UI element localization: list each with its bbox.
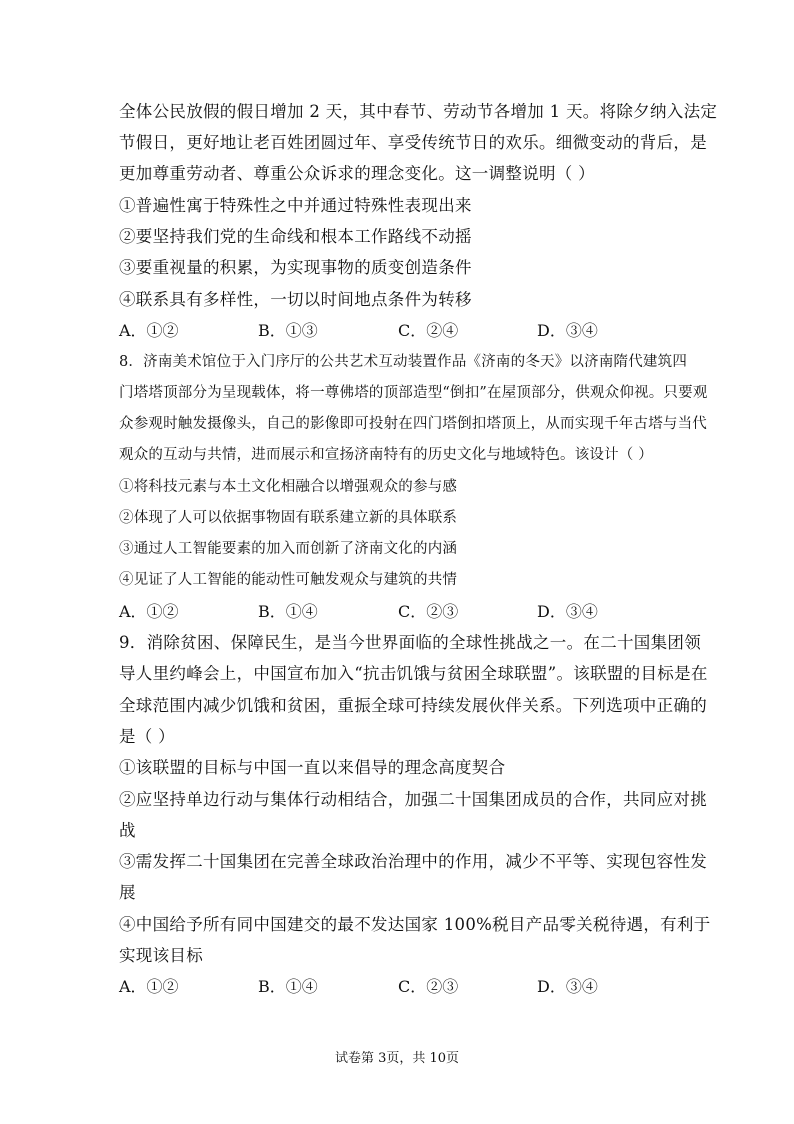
q8-statement-2: ②体现了人可以依据事物固有联系建立新的具体联系 — [119, 510, 458, 526]
q8-option-d: D．③④ — [537, 602, 598, 621]
q9-statement-3: ③需发挥二十国集团在完善全球政治治理中的作用，减少不平等、实现包容性发 — [119, 852, 707, 871]
q7-option-d: D．③④ — [537, 321, 598, 340]
q8-line-1: 8．济南美术馆位于入门序厅的公共艺术互动装置作品《济南的冬天》以济南隋代建筑四 — [119, 354, 688, 370]
q9-line-2: 导人里约峰会上，中国宣布加入“抗击饥饿与贫困全球联盟”。该联盟的目标是在 — [119, 664, 708, 683]
q9-statement-4-cont: 实现该目标 — [119, 946, 203, 965]
q8-option-a: A．①② — [119, 602, 179, 621]
q7-line-1: 全体公民放假的假日增加 2 天，其中春节、劳动节各增加 1 天。将除夕纳入法定 — [119, 102, 718, 121]
q8-option-c: C．②③ — [398, 602, 459, 621]
q8-statement-1: ①将科技元素与本土文化相融合以增强观众的参与感 — [119, 479, 458, 495]
q9-statement-1: ①该联盟的目标与中国一直以来倡导的理念高度契合 — [119, 758, 506, 777]
q9-option-b: B．①④ — [258, 977, 318, 996]
q8-line-3: 众参观时触发摄像头，自己的影像即可投射在四门塔倒扣塔顶上，从而实现千年古塔与当代 — [119, 416, 707, 432]
q7-option-a: A．①② — [119, 321, 179, 340]
q9-line-4: 是（ ） — [119, 727, 175, 746]
q9-option-d: D．③④ — [537, 977, 598, 996]
q7-statement-1: ①普遍性寓于特殊性之中并通过特殊性表现出来 — [119, 196, 472, 215]
q9-option-c: C．②③ — [398, 977, 459, 996]
q7-statement-4: ④联系具有多样性，一切以时间地点条件为转移 — [119, 290, 472, 309]
q7-statement-3: ③要重视量的积累，为实现事物的质变创造条件 — [119, 258, 472, 277]
q8-statement-4: ④见证了人工智能的能动性可触发观众与建筑的共情 — [119, 572, 458, 588]
q9-options — [119, 977, 679, 997]
q9-statement-2-cont: 战 — [119, 821, 136, 840]
q7-statement-2: ②要坚持我们党的生命线和根本工作路线不动摇 — [119, 227, 472, 246]
q8-options — [119, 602, 679, 622]
q9-line-3: 全球范围内减少饥饿和贫困，重振全球可持续发展伙伴关系。下列选项中正确的 — [119, 696, 707, 715]
q9-option-a: A．①② — [119, 977, 179, 996]
q9-line-1: 9．消除贫困、保障民生，是当今世界面临的全球性挑战之一。在二十国集团领 — [119, 633, 701, 652]
q7-option-b: B．①③ — [258, 321, 318, 340]
page-footer: 试卷第 3页，共 10页 — [334, 1051, 460, 1066]
q9-statement-2: ②应坚持单边行动与集体行动相结合，加强二十国集团成员的合作，共同应对挑 — [119, 790, 707, 809]
q8-option-b: B．①④ — [258, 602, 318, 621]
q7-line-2: 节假日，更好地让老百姓团圆过年、享受传统节日的欢乐。细微变动的背后，是 — [119, 133, 707, 152]
q7-line-3: 更加尊重劳动者、尊重公众诉求的理念变化。这一调整说明（ ） — [119, 164, 595, 183]
q8-line-4: 观众的互动与共情，进而展示和宣扬济南特有的历史文化与地域特色。该设计（ ） — [119, 447, 654, 463]
q7-options — [119, 321, 679, 341]
q8-statement-3: ③通过人工智能要素的加入而创新了济南文化的内涵 — [119, 541, 458, 557]
q8-line-2: 门塔塔顶部分为呈现载体，将一尊佛塔的顶部造型“倒扣”在屋顶部分，供观众仰视。只要观 — [119, 385, 708, 401]
q9-statement-4: ④中国给予所有同中国建交的最不发达国家 100%税目产品零关税待遇，有利于 — [119, 915, 711, 934]
q9-statement-3-cont: 展 — [119, 883, 136, 902]
q7-option-c: C．②④ — [398, 321, 459, 340]
